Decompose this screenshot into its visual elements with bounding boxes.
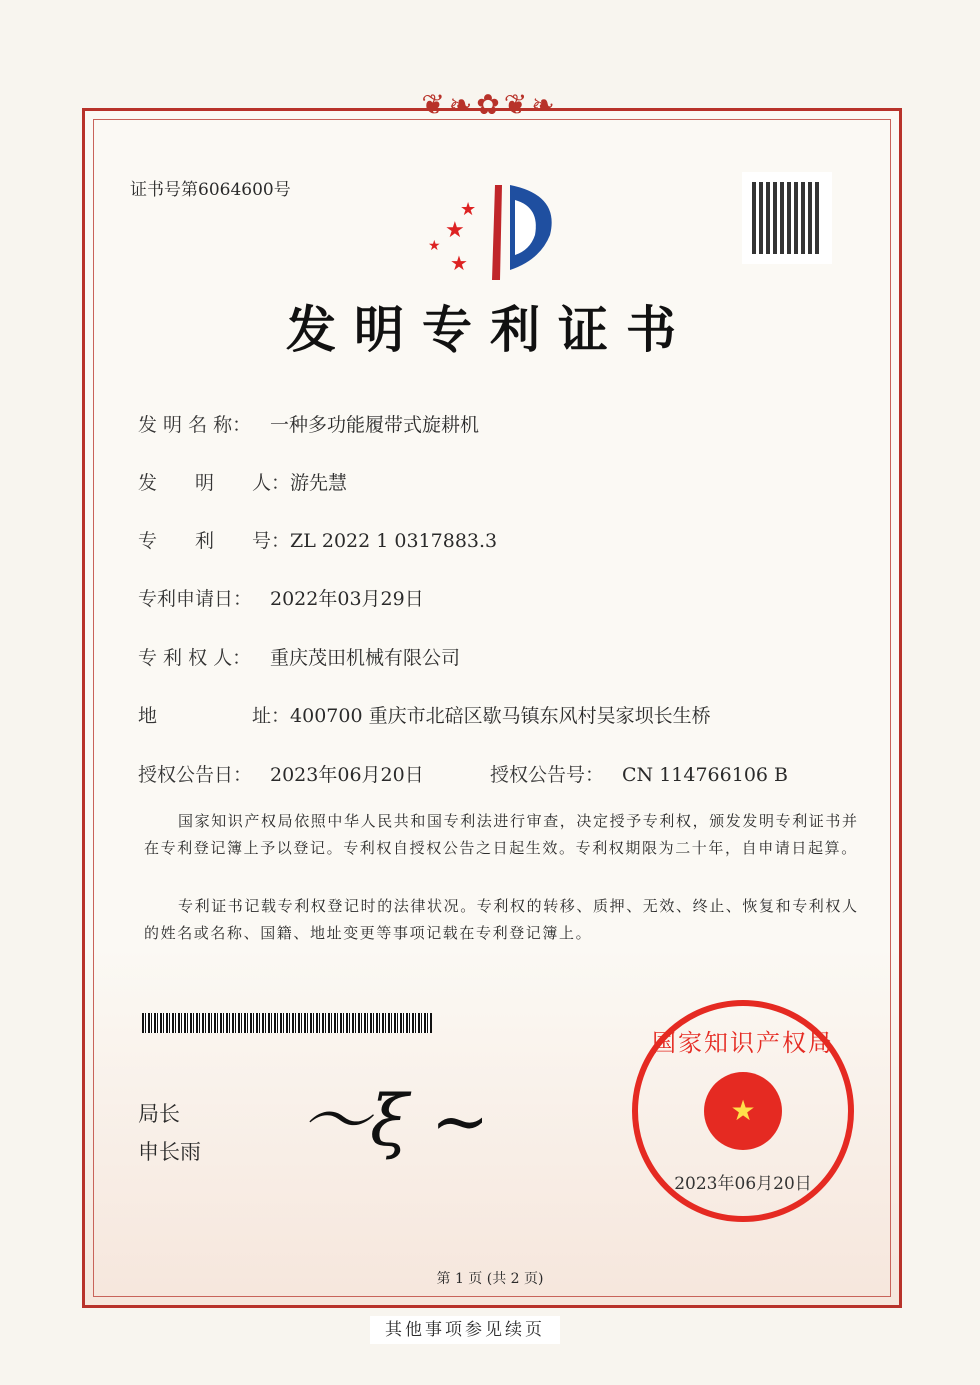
page-title: 发明专利证书	[286, 300, 694, 359]
svg-text:★: ★	[445, 218, 465, 243]
border-ornament-icon: ❦❧✿❦❧	[421, 88, 559, 121]
qr-code-icon	[742, 172, 832, 264]
director-title: 局长	[138, 1102, 180, 1126]
director-name: 申长雨	[138, 1140, 201, 1164]
seal-text: 国家知识产权局	[652, 1029, 834, 1057]
seal-date: 2023年06月20日	[674, 1174, 812, 1194]
field-address: 地 址：400700 重庆市北碚区歇马镇东风村吴家坝长生桥	[138, 705, 711, 727]
field-inventor: 发 明 人：游先慧	[138, 472, 348, 494]
page-indicator: 第 1 页 (共 2 页)	[436, 1271, 544, 1287]
certificate-number: 证书号第6064600号	[130, 180, 291, 200]
barcode-icon	[142, 1013, 432, 1033]
svg-text:★: ★	[428, 238, 441, 254]
legal-paragraph-1: 国家知识产权局依照中华人民共和国专利法进行审查，决定授予专利权，颁发发明专利证书并在专利登记簿上予以登记。专利权自授权公告之日起生效。专利权期限为二十年，自申请日起算。	[144, 812, 859, 857]
legal-paragraph-2: 专利证书记载专利权登记时的法律状况。专利权的转移、质押、无效、终止、恢复和专利权人的姓名或名称、国籍、地址变更等事项记载在专利登记簿上。	[144, 897, 859, 942]
director-signature: 〜ξ ~	[300, 1080, 490, 1162]
national-emblem-icon: ★	[704, 1072, 782, 1150]
svg-text:★: ★	[460, 199, 477, 220]
field-patent-number: 专 利 号：ZL 2022 1 0317883.3	[138, 530, 498, 552]
field-invention-name: 发 明 名 称： 一种多功能履带式旋耕机	[138, 414, 480, 436]
svg-text:★: ★	[450, 251, 468, 275]
cnipa-logo-icon	[420, 175, 570, 285]
official-seal	[632, 1000, 854, 1222]
footer-note: 其他事项参见续页	[370, 1316, 560, 1344]
field-grant-date: 授权公告日： 2023年06月20日	[138, 764, 424, 786]
field-grant-number: 授权公告号： CN 114766106 B	[490, 764, 788, 786]
field-filing-date: 专利申请日： 2022年03月29日	[138, 588, 424, 610]
field-patentee: 专 利 权 人： 重庆茂田机械有限公司	[138, 647, 461, 669]
